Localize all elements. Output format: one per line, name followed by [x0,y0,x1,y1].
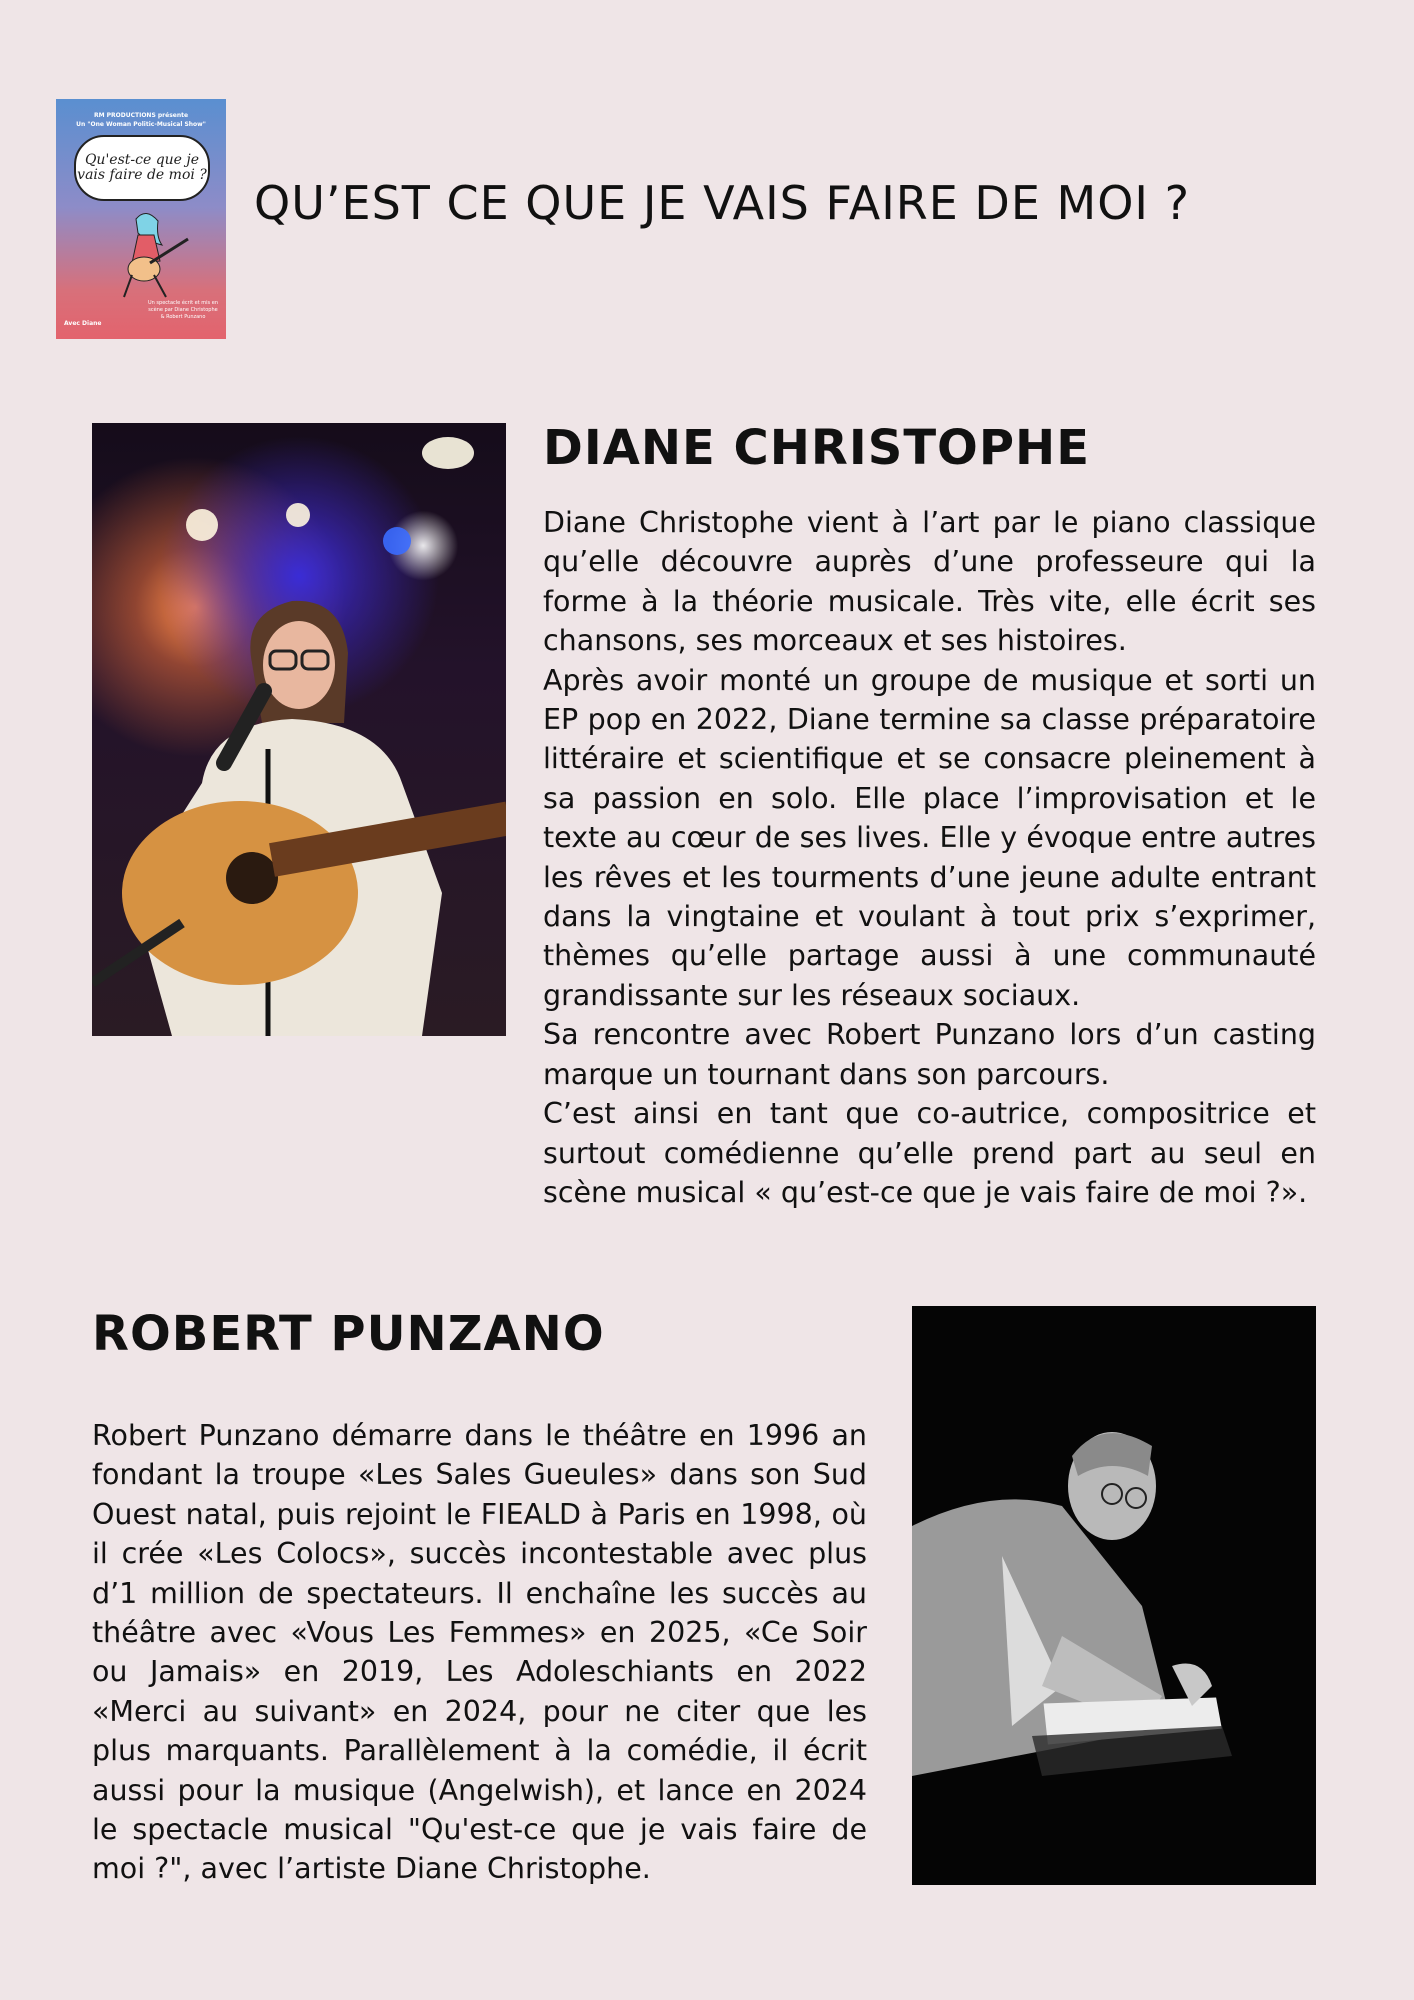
guitarist-illustration [116,211,192,301]
diane-bio [543,503,1316,1212]
diane-name-heading: DIANE CHRISTOPHE [543,420,1090,476]
robert-writing-illustration [912,1306,1316,1885]
diane-bio-paragraph: Sa rencontre avec Robert Punzano lors d’un casting marque un tournant dans son parcours. [543,1018,1316,1091]
robert-bio-paragraph: Robert Punzano démarre dans le théâtre en 1996 an fondant la troupe «Les Sales Gueules» dans son Sud Ouest natal, puis rejoint le FIEALD à Paris en 1998, où il crée «Les Colocs», succès incontestable avec plus d’1 million de spectateurs. Il enchaîne les succès au théâtre avec «Vous Les Femmes» en 2025, «Ce Soir ou Jamais» en 2019, Les Adoleschiants en 2022 «Merci au suivant» en 2024, pour ne citer que les plus marquants. Parallèlement à la comédie, il écrit aussi pour la musique (Angelwish), et lance en 2024 le spectacle musical "Qu'est-ce que je vais faire de moi ?", avec l’artiste Diane Christophe. [92,1419,867,1886]
show-poster [56,99,226,339]
robert-bio [92,1416,867,1889]
poster-title-cloud [74,135,210,201]
poster-performer: Avec Diane [64,320,102,327]
poster-subtitle: Un "One Woman Politic-Musical Show" [76,121,206,128]
poster-credit: Un spectacle écrit et mis en scène par Diane Christophe & Robert Punzano [148,300,218,320]
diane-performing-illustration [92,423,506,1036]
robert-name-heading: ROBERT PUNZANO [92,1306,605,1362]
diane-bio-paragraph: Après avoir monté un groupe de musique et sorti un EP pop en 2022, Diane termine sa classe préparatoire littéraire et scientifique et se consacre pleinement à sa passion en solo. Elle place l’improvisation et le texte au cœur de ses lives. Elle y évoque entre autres les rêves et les tourments d’une jeune adulte entrant dans la vingtaine et voulant à tout prix s’exprimer, thèmes qu’elle partage aussi à une communauté grandissante sur les réseaux sociaux. [543,663,1316,1012]
diane-bio-paragraph: C’est ainsi en tant que co-autrice, compositrice et surtout comédienne qu’elle prend part au seul en scène musical « qu’est-ce que je vais faire de moi ?». [543,1097,1316,1209]
poster-title: Qu'est-ce que je vais faire de moi ? [77,152,207,183]
diane-photo [92,423,506,1036]
poster-header [56,111,226,129]
poster-producer: RM PRODUCTIONS présente [93,112,189,119]
diane-bio-paragraph: Diane Christophe vient à l’art par le piano classique qu’elle découvre auprès d’une professeure qui la forme à la théorie musicale. Très vite, elle écrit ses chansons, ses morceaux et ses histoires. [543,506,1316,658]
page-title: QU’EST CE QUE JE VAIS FAIRE DE MOI ? [254,176,1191,230]
robert-photo [912,1306,1316,1885]
